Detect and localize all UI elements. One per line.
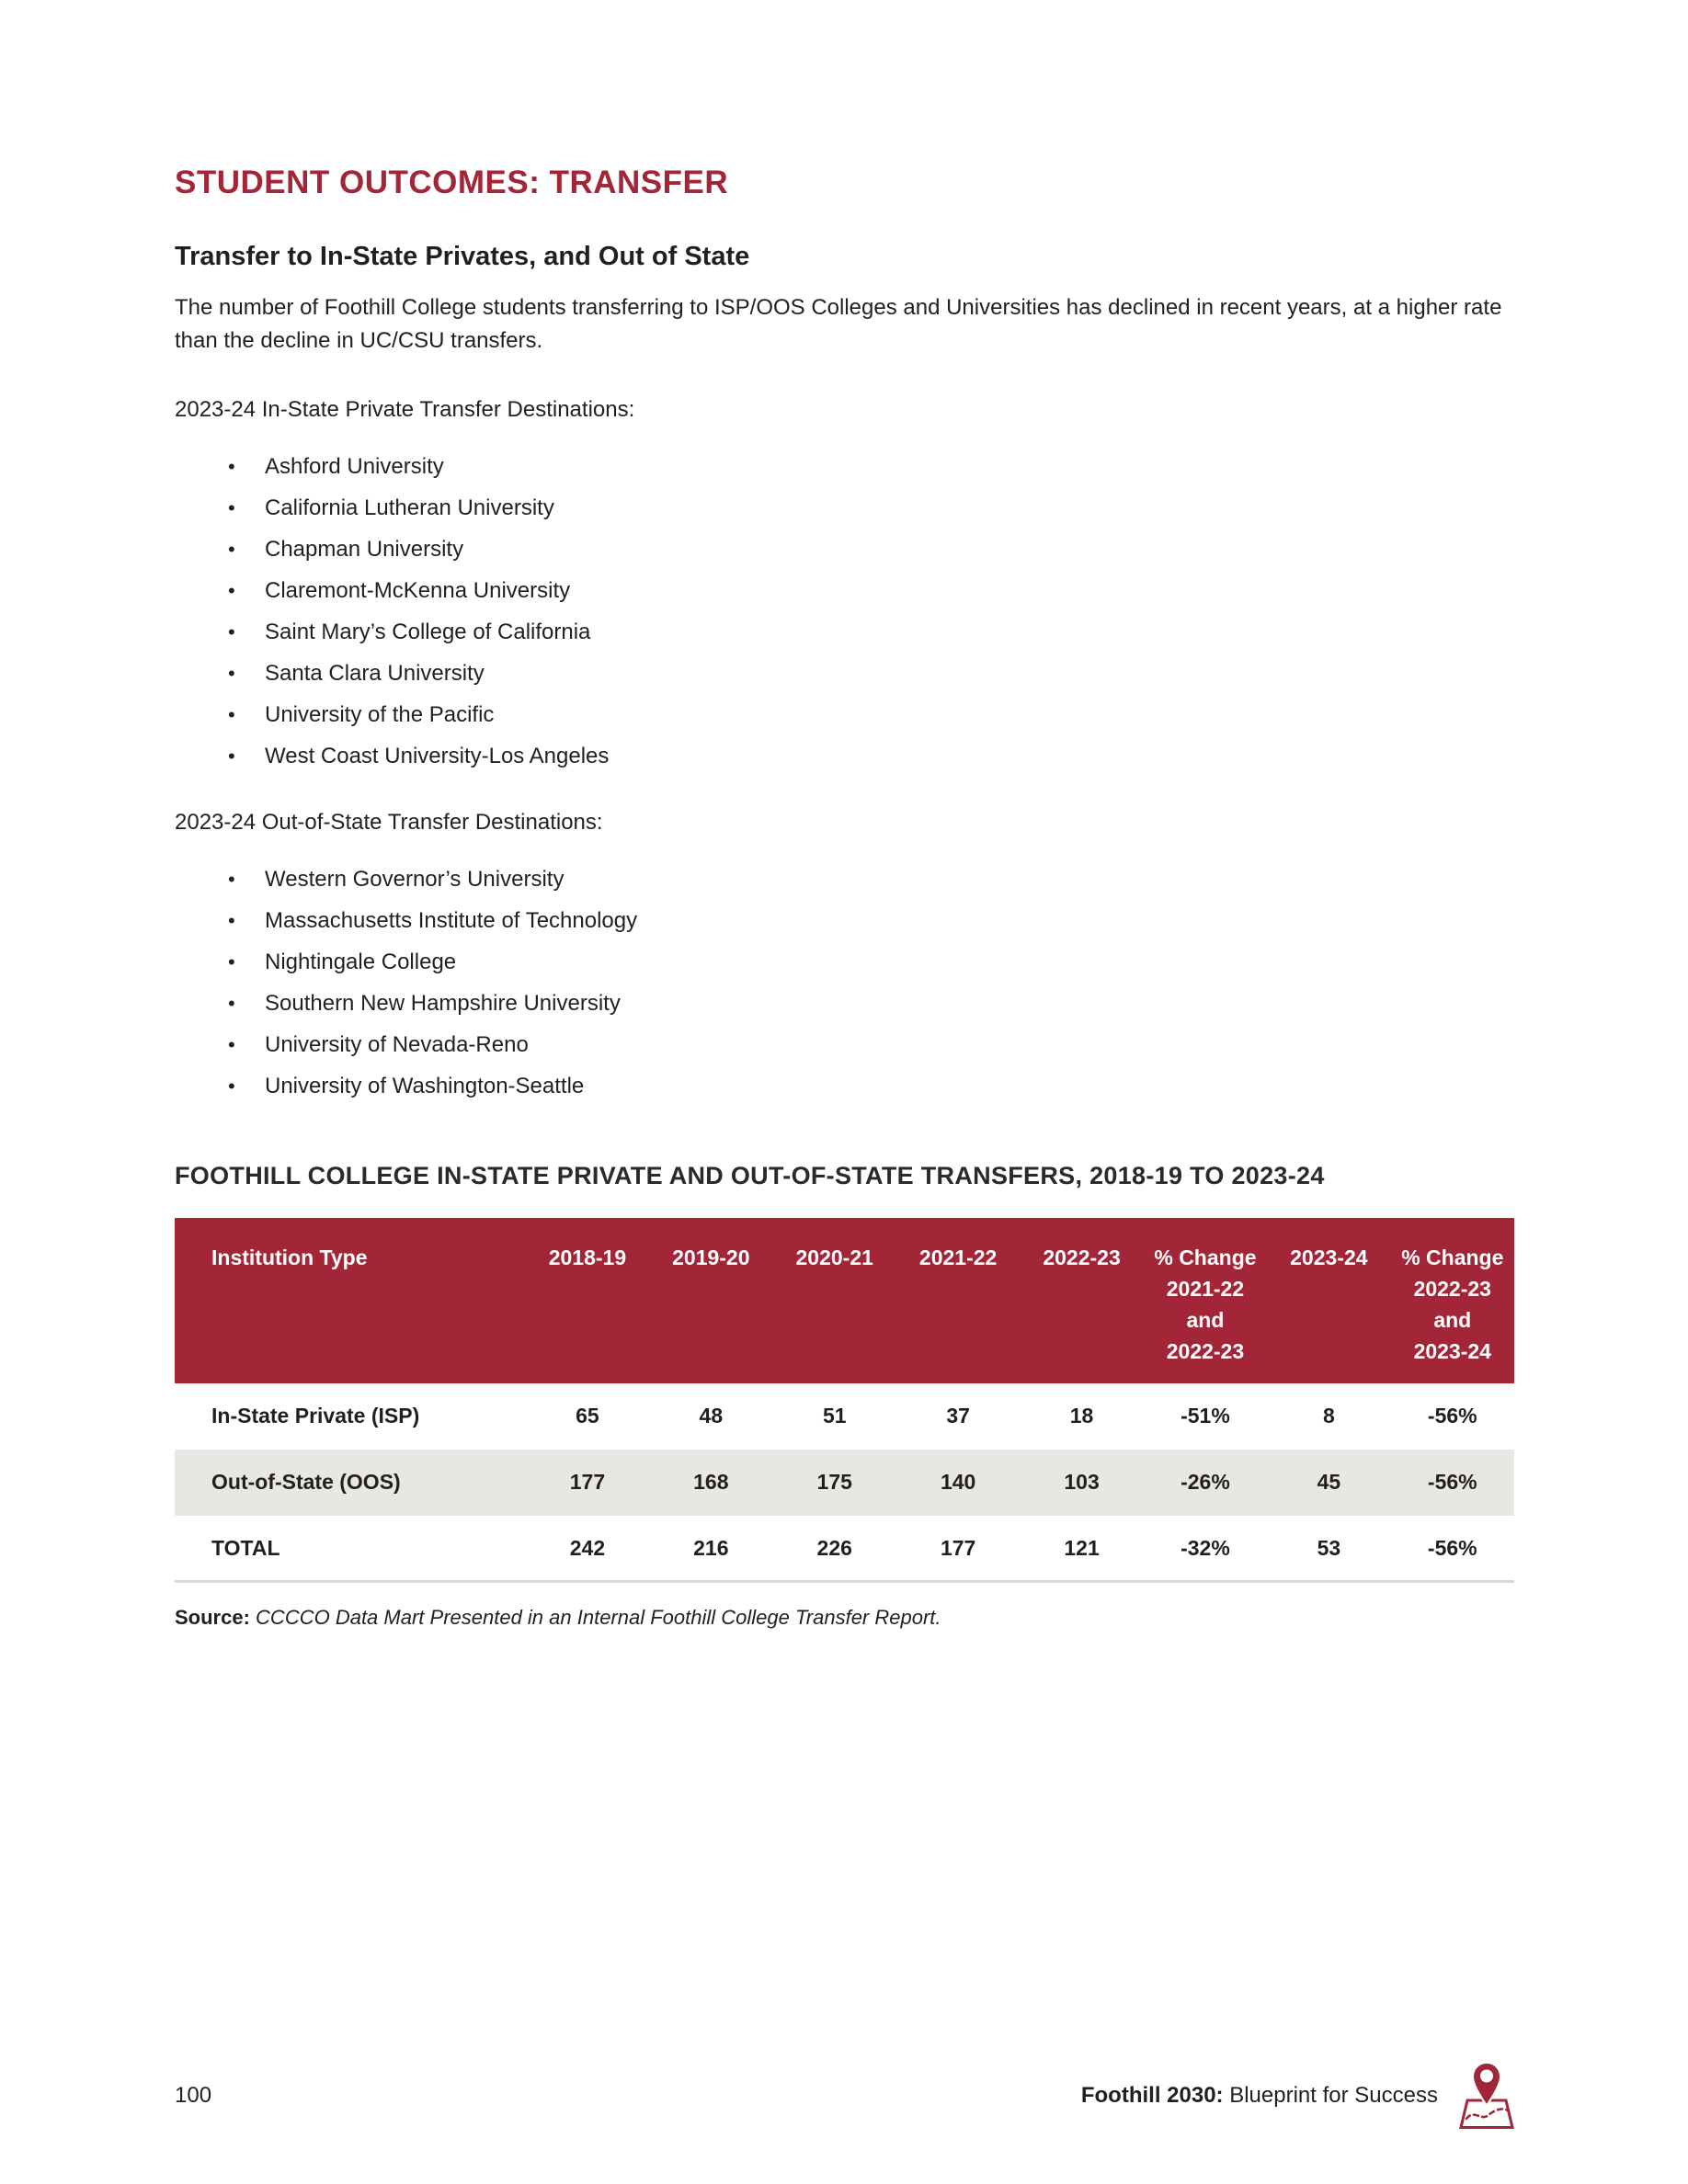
row-label: Out-of-State (OOS) <box>211 1470 401 1495</box>
col-header-2020-21: 2020-21 <box>773 1218 896 1383</box>
col-header-pct-change-22-23-to-23-24 <box>1391 1218 1514 1383</box>
list-item: • University of Washington-Seattle <box>228 1073 1514 1100</box>
cell-value: 51 <box>822 1404 847 1428</box>
header-line: 2021-22 <box>1166 1276 1245 1301</box>
row-label: TOTAL <box>175 1516 526 1582</box>
list-item: • Ashford University <box>228 453 1514 481</box>
table-header-row <box>175 1218 1514 1383</box>
cell-value: 18 <box>1069 1404 1094 1428</box>
cell-value: -56% <box>1391 1516 1514 1582</box>
header-line: and <box>1433 1307 1472 1332</box>
col-header-2021-22: 2021-22 <box>896 1218 1020 1383</box>
source-text: CCCCO Data Mart Presented in an Internal Foothill College Transfer Report. <box>256 1606 941 1630</box>
cell-value: -32% <box>1144 1516 1267 1582</box>
transfers-table <box>175 1218 1514 1584</box>
list-item: • Southern New Hampshire University <box>228 990 1514 1018</box>
map-location-icon <box>1456 2061 1517 2131</box>
cell-value: 48 <box>699 1404 724 1428</box>
section-subtitle: Transfer to In-State Privates, and Out of State <box>175 242 750 271</box>
cell-value: 177 <box>569 1470 606 1495</box>
source-note <box>175 1605 1514 1631</box>
header-line: 2022-23 <box>1413 1276 1491 1301</box>
list-item: • West Coast University-Los Angeles <box>228 743 1514 770</box>
page-number: 100 <box>175 2083 212 2108</box>
col-header-pct-change-21-22-to-22-23 <box>1144 1218 1267 1383</box>
cell-value: 216 <box>649 1516 772 1582</box>
footer-brand <box>1081 2061 1517 2131</box>
cell-value: 121 <box>1020 1516 1143 1582</box>
row-label: In-State Private (ISP) <box>211 1404 420 1428</box>
cell-value: 45 <box>1317 1470 1341 1495</box>
col-header-2019-20: 2019-20 <box>649 1218 772 1383</box>
cell-value: 140 <box>940 1470 976 1495</box>
cell-value: 177 <box>896 1516 1020 1582</box>
list-item: • Santa Clara University <box>228 660 1514 688</box>
intro-paragraph: The number of Foothill College students transferring to ISP/OOS Colleges and Universities has declined in recent years, at a higher rate than the decline in UC/CSU transfers. <box>175 294 1502 353</box>
table-row <box>175 1450 1514 1516</box>
col-header-2022-23: 2022-23 <box>1020 1218 1143 1383</box>
header-line: 2022-23 <box>1166 1338 1245 1363</box>
footer-brand-bold: Foothill 2030: <box>1080 2083 1224 2108</box>
list-item: • University of the Pacific <box>228 701 1514 729</box>
list-item: • Claremont-McKenna University <box>228 577 1514 605</box>
cell-value: 65 <box>576 1404 599 1428</box>
table-title: FOOTHILL COLLEGE IN-STATE PRIVATE AND OUT-OF-STATE TRANSFERS, 2018-19 TO 2023-24 <box>175 1161 1325 1189</box>
cell-value: 53 <box>1267 1516 1390 1582</box>
pin-hole <box>1480 2070 1493 2083</box>
out-of-state-list <box>175 866 1514 1100</box>
header-line: and <box>1186 1307 1225 1332</box>
cell-value: -26% <box>1180 1470 1230 1495</box>
list-item: • Saint Mary’s College of California <box>228 619 1514 646</box>
list-item: • Nightingale College <box>228 949 1514 976</box>
page-title: STUDENT OUTCOMES: TRANSFER <box>175 165 729 200</box>
cell-value: -56% <box>1427 1404 1477 1428</box>
col-header-2018-19: 2018-19 <box>526 1218 649 1383</box>
col-header-2023-24: 2023-24 <box>1267 1218 1390 1383</box>
out-of-state-list-title: 2023-24 Out-of-State Transfer Destinations: <box>175 809 603 835</box>
in-state-list-title: 2023-24 In-State Private Transfer Destinations: <box>175 396 635 422</box>
list-item: • Massachusetts Institute of Technology <box>228 907 1514 935</box>
table-row <box>175 1383 1514 1450</box>
cell-value: 37 <box>946 1404 970 1428</box>
table-row <box>175 1516 1514 1582</box>
header-line: 2023-24 <box>1413 1338 1491 1363</box>
header-line: % Change <box>1154 1245 1257 1269</box>
cell-value: -56% <box>1427 1470 1477 1495</box>
in-state-private-list <box>175 453 1514 770</box>
cell-value: 168 <box>693 1470 729 1495</box>
cell-value: 226 <box>773 1516 896 1582</box>
list-item: • Chapman University <box>228 536 1514 563</box>
cell-value: 103 <box>1064 1470 1100 1495</box>
source-label: Source: <box>175 1606 250 1630</box>
page-footer <box>175 2061 1517 2131</box>
cell-value: -51% <box>1180 1404 1230 1428</box>
cell-value: 242 <box>526 1516 649 1582</box>
header-line: % Change <box>1401 1245 1504 1269</box>
cell-value: 175 <box>816 1470 852 1495</box>
cell-value: 8 <box>1322 1404 1335 1428</box>
col-header-institution-type: Institution Type <box>175 1218 526 1383</box>
footer-brand-rest: Blueprint for Success <box>1229 2083 1438 2108</box>
footer-brand-text <box>1081 2083 1438 2109</box>
list-item: • Western Governor’s University <box>228 866 1514 893</box>
list-item: • California Lutheran University <box>228 495 1514 522</box>
list-item: • University of Nevada-Reno <box>228 1031 1514 1059</box>
